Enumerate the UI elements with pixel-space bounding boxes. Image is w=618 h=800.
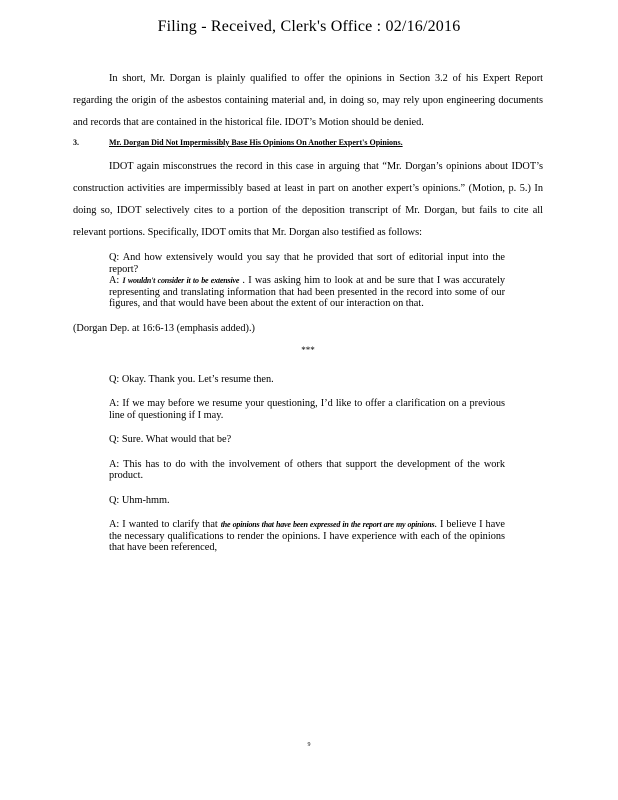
section-heading-text: Mr. Dorgan Did Not Impermissibly Base His Opinions On Another Expert's Opinions. — [109, 138, 403, 147]
qa-line: Q: Uhm-hmm. — [109, 494, 170, 506]
section-heading — [73, 138, 543, 148]
quote-question: Q: And how extensively would you say that he provided that sort of editorial input into the report? — [109, 252, 505, 275]
answer-prefix: A: — [109, 275, 123, 286]
emphasized-text: the opinions that have been expressed in the report are my opinions — [220, 520, 435, 529]
separator: *** — [301, 344, 315, 355]
qa-line: A: If we may before we resume your questioning, I’d like to offer a clarification on a previous line of questioning if I may. — [109, 398, 505, 421]
document-page — [73, 68, 543, 567]
answer-prefix: A: I wanted to clarify that — [109, 519, 221, 530]
citation: (Dorgan Dep. at 16:6-13 (emphasis added).) — [73, 322, 255, 334]
emphasized-text: I wouldn't consider it to be extensive — [122, 276, 240, 285]
quote-answer — [109, 275, 505, 310]
deposition-quote-1 — [109, 252, 505, 310]
paragraph-misconstrues: IDOT again misconstrues the record in this case in arguing that “Mr. Dorgan’s opinions about IDOT’s construction activities are impermissibly based at least in part on another expert’s opinions.” (Motion, p. 5.) In doing so, IDOT selectively cites to a portion of the deposition transcript of Mr. Dorgan, but fails to cite all relevant portions. Specifically, IDOT omits that Mr. Dorgan also testified as follows: — [73, 161, 543, 238]
answer-rest: . I believe I have the necessary qualifications to render the opinions. I have experience with each of the opinions that have been referenced, — [109, 519, 505, 553]
qa-line: Q: Sure. What would that be? — [109, 434, 232, 445]
qa-line: Q: Okay. Thank you. Let’s resume then. — [109, 373, 274, 385]
qa-line: A: This has to do with the involvement of others that support the development of the work product. — [109, 458, 505, 481]
section-number: 3. — [73, 138, 79, 147]
filing-stamp: Filing - Received, Clerk's Office : 02/16/2016 — [157, 18, 461, 35]
answer-rest: . I was asking him to look at and be sure that I was accurately representing and translating information that had been presented in the record into some of our figures, and that would have been about the extent of our interaction on that. — [109, 275, 505, 309]
paragraph-qualified: In short, Mr. Dorgan is plainly qualified to offer the opinions in Section 3.2 of his Expert Report regarding the origin of the asbestos containing material and, in doing so, may rely upon engineering documents and records that are contained in the historical file. IDOT’s Motion should be denied. — [73, 73, 543, 128]
qa-line — [109, 519, 505, 554]
page-number: 9 — [307, 742, 311, 748]
deposition-quote-2 — [109, 374, 505, 554]
